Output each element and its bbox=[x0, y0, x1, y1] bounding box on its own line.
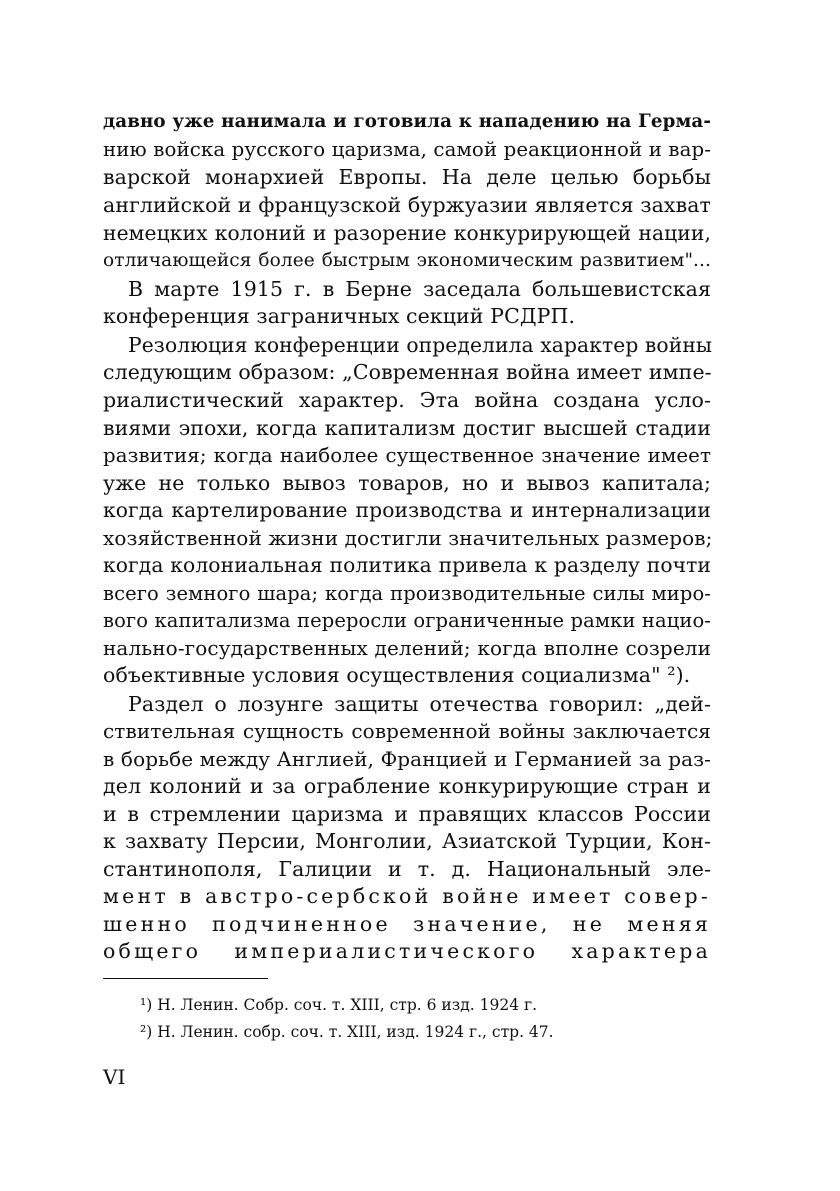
text-line: и в стремлении царизма и правящих классов России bbox=[103, 802, 711, 826]
paragraph-start-line: Резолюция конференции определила характер войны bbox=[128, 333, 713, 357]
text-line: когда колониальная политика привела к разделу почти bbox=[103, 553, 711, 577]
text-line: конференция заграничных секций РСДРП. bbox=[103, 304, 576, 328]
text-line: к захвату Персии, Монголии, Азиатской Турции, Кон- bbox=[103, 829, 711, 853]
paragraph-start-line: Раздел о лозунге защиты отечества говорил: „дей- bbox=[128, 692, 711, 716]
text-line: стантинополя, Галиции и т. д. Национальный эле- bbox=[103, 857, 711, 881]
text-line: следующим образом: „Современная война имеет импе- bbox=[103, 360, 712, 384]
text-line: виями эпохи, когда капитализм достиг высшей стадии bbox=[103, 416, 711, 440]
text-line: вого капитализма переросли ограниченные рамки нацио- bbox=[103, 609, 711, 632]
text-line: дел колоний и за ограбление конкурирующие стран и bbox=[103, 774, 711, 798]
text-line: когда картелирование производства и интернализации bbox=[103, 498, 711, 522]
text-line: нально-государственных делений; когда вполне созрели bbox=[103, 636, 711, 660]
paragraph-start-line: В марте 1915 г. в Берне заседала большевистская bbox=[128, 277, 711, 301]
text-line: всего земного шара; когда производительные силы миро- bbox=[103, 582, 711, 605]
spaced-text-line: мент в австро-сербской войне имеет совер- bbox=[103, 884, 711, 908]
footnote-divider bbox=[103, 978, 268, 979]
text-line: развития; когда наиболее существенное значение имеет bbox=[103, 444, 711, 467]
text-line: варской монархией Европы. На деле целью борьбы bbox=[103, 165, 711, 189]
spaced-text-line: общего империалистического характера bbox=[103, 939, 711, 963]
spaced-text-line: шенно подчиненное значение, не меняя bbox=[103, 912, 711, 936]
text-line: риалистический характер. Эта война создана усло- bbox=[103, 388, 711, 412]
text-line: давно уже нанимала и готовила к нападению на Герма- bbox=[103, 111, 711, 132]
text-line: английской и французской буржуазии является захват bbox=[103, 193, 711, 217]
text-line: хозяйственной жизни достигли значительных размеров; bbox=[103, 526, 713, 550]
text-line: в борьбе между Англией, Францией и Германией за раз- bbox=[103, 747, 711, 771]
text-line: отличающейся более быстрым экономическим развитием"... bbox=[103, 250, 711, 271]
text-line: немецких колоний и разорение конкурирующей нации, bbox=[103, 221, 711, 245]
text-line: ствительная сущность современной войны заключается bbox=[103, 719, 711, 743]
footnote-1: ¹) Н. Ленин. Собр. соч. т. XIII, стр. 6 изд. 1924 г. bbox=[140, 996, 538, 1014]
footnote-2: ²) Н. Ленин. собр. соч. т. XIII, изд. 1924 г., стр. 47. bbox=[140, 1023, 554, 1041]
text-line: нию войска русского царизма, самой реакционной и вар- bbox=[103, 138, 711, 161]
text-line: объективные условия осуществления социализма" ²). bbox=[103, 663, 691, 687]
page-number: VI bbox=[103, 1065, 126, 1089]
text-line: уже не только вывоз товаров, но и вывоз капитала; bbox=[103, 471, 711, 495]
